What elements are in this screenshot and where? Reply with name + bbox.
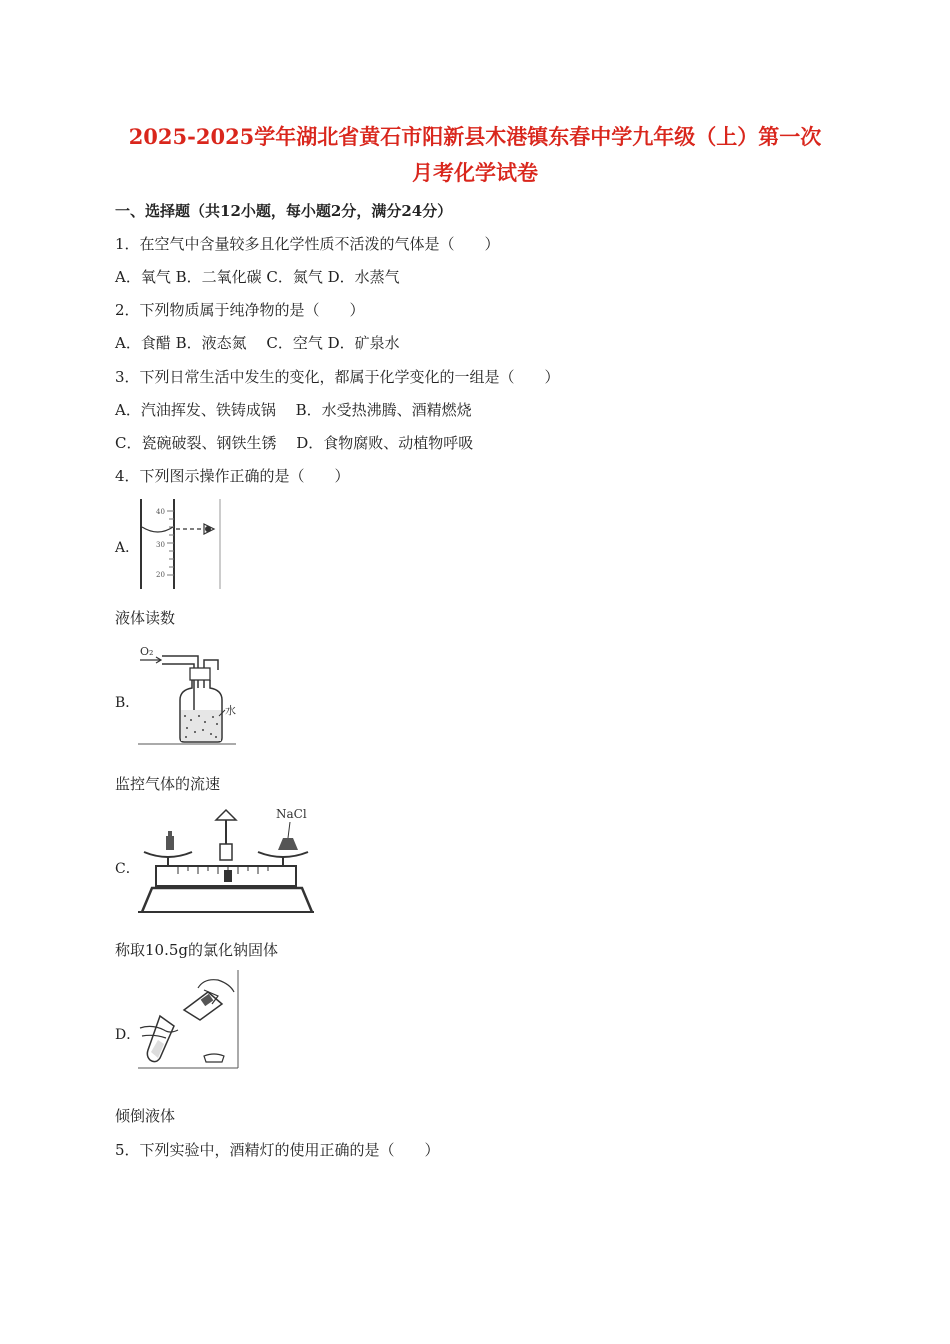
question-3-options-cd: C．瓷碗破裂、钢铁生锈 D．食物腐败、动植物呼吸	[115, 434, 474, 452]
pouring-liquid-figure	[138, 970, 240, 1070]
balance-base	[142, 888, 312, 912]
question-3-options-ab: A．汽油挥发、铁铸成锅 B．水受热沸腾、酒精燃烧	[115, 401, 472, 419]
question-5-stem: 5．下列实验中，酒精灯的使用正确的是（ ）	[115, 1141, 440, 1159]
eye-icon	[205, 526, 211, 532]
question-4-option-c-caption: 称取10.5g的氯化钠固体	[115, 941, 279, 959]
test-tube	[147, 1016, 174, 1062]
bottle-stopper	[204, 1054, 224, 1062]
tick-label-40: 40	[156, 508, 165, 516]
question-1-stem: 1．在空气中含量较多且化学性质不活泼的气体是（ ）	[115, 235, 500, 253]
tick-label-30: 30	[156, 541, 165, 549]
water-label: 水	[225, 704, 236, 717]
exam-title-line-1: 2025-2025学年湖北省黄石市阳新县木港镇东春中学九年级（上）第一次	[128, 124, 822, 149]
reagent-bottle	[184, 992, 222, 1020]
question-3-stem: 3．下列日常生活中发生的变化，都属于化学变化的一组是（ ）	[115, 368, 560, 386]
tick-label-20: 20	[156, 571, 165, 579]
question-4-option-a-letter: A．	[115, 540, 140, 556]
oxygen-label: O₂	[140, 645, 154, 658]
meniscus	[142, 527, 173, 532]
question-4-option-d-letter: D．	[115, 1027, 141, 1043]
question-4-option-a-caption: 液体读数	[115, 609, 176, 627]
question-4-option-b-caption: 监控气体的流速	[115, 775, 221, 793]
question-1-options: A．氧气 B．二氧化碳 C．氮气 D．水蒸气	[115, 268, 400, 286]
exam-title-line-2: 月考化学试卷	[412, 160, 538, 185]
gas-bottle-figure	[138, 638, 238, 746]
balance-figure	[138, 800, 316, 914]
nacl-label: NaCl	[276, 807, 307, 821]
question-2-options: A．食醋 B．液态氮 C．空气 D．矿泉水	[115, 334, 400, 352]
graduated-cylinder-figure	[138, 497, 223, 589]
question-4-option-d-caption: 倾倒液体	[115, 1107, 176, 1125]
question-2-stem: 2．下列物质属于纯净物的是（ ）	[115, 301, 365, 319]
section-heading: 一、选择题（共12小题，每小题2分，满分24分）	[115, 202, 453, 220]
question-4-option-b-letter: B．	[115, 695, 140, 711]
pointer-scale	[216, 810, 236, 820]
stopper	[190, 668, 210, 680]
question-4-option-c-letter: C．	[115, 861, 140, 877]
weight-icon	[166, 836, 174, 850]
question-4-stem: 4．下列图示操作正确的是（ ）	[115, 467, 350, 485]
